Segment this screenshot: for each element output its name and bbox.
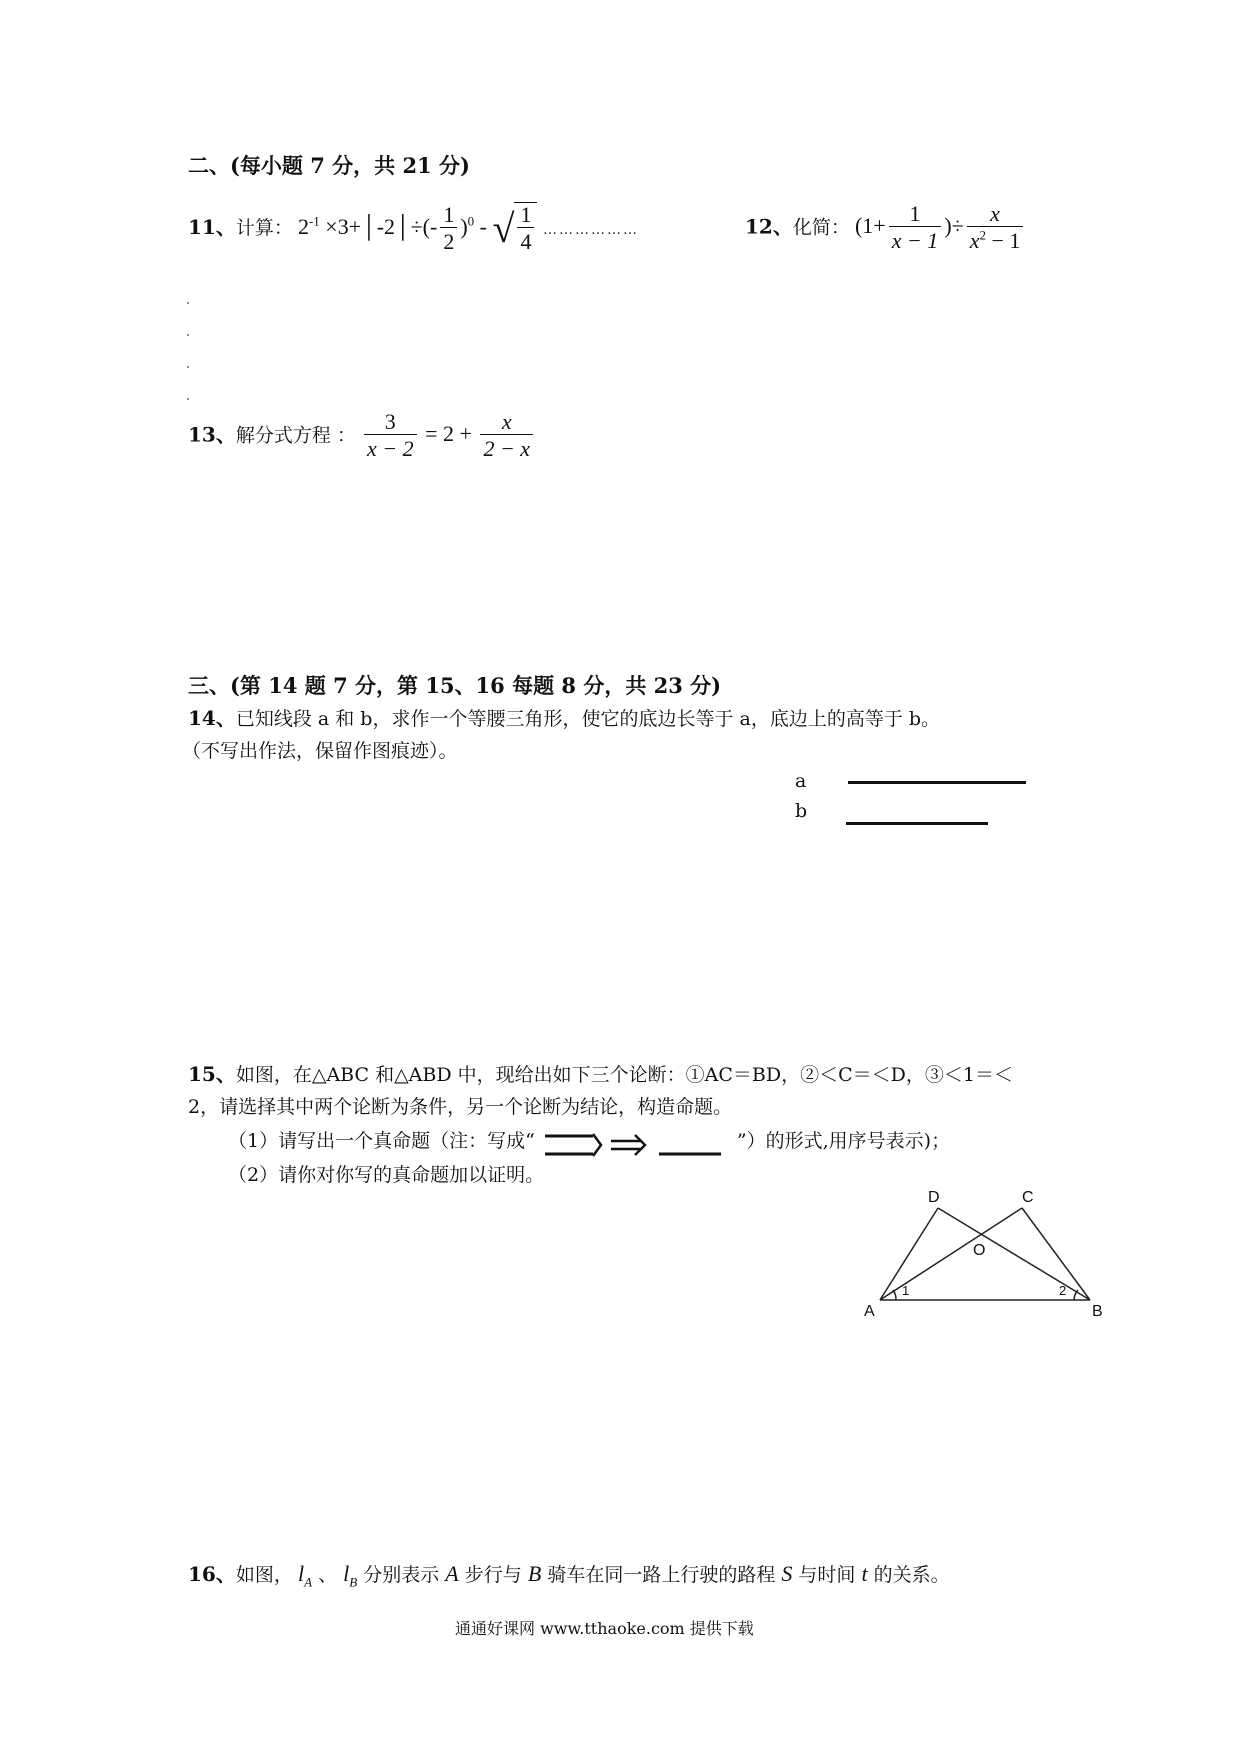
question-12 xyxy=(745,202,1026,255)
q13-equation: $\frac{3}{x - 2}$ = 2 + $\frac{x}{2 - x}$ xyxy=(361,421,536,446)
segment-a xyxy=(848,781,1026,784)
question-15 xyxy=(188,1058,1013,1087)
q15-text-1: 如图，在△ABC 和△ABD 中，现给出如下三个论断：①AC＝BD，②＜C＝＜D，③＜1＝＜ xyxy=(235,1064,1013,1086)
triangle-figure xyxy=(860,1180,1120,1330)
q15-part-2: （2）请你对你写的真命题加以证明。 xyxy=(228,1164,545,1186)
q11-label: 计算： xyxy=(235,216,293,239)
q13-label: 解分式方程 ： xyxy=(235,424,356,447)
condition-implies-conclusion-icon xyxy=(541,1126,731,1158)
q15-text-2: 2，请选择其中两个论断为条件，另一个论断为结论，构造命题。 xyxy=(188,1096,733,1118)
point-a-label: A xyxy=(864,1303,875,1320)
question-11 xyxy=(188,202,639,256)
margin-dot xyxy=(187,366,189,368)
point-o-label: O xyxy=(973,1242,986,1259)
q14-note: （不写出作法，保留作图痕迹）。 xyxy=(182,740,458,762)
q11-fraction: $\frac{1}{2}$ xyxy=(440,203,457,256)
q12-expression: (1+ $\frac{1}{x - 1}$ )÷ $\frac{x}{x^2 - 1}$ xyxy=(855,213,1026,238)
q15-number: 15、 xyxy=(188,1062,236,1086)
margin-dot xyxy=(187,334,189,336)
footer: 通通好课网 www.tthaoke.com 提供下载 xyxy=(455,1619,754,1638)
angle-1-label: 1 xyxy=(902,1283,910,1298)
q14-text: 已知线段 a 和 b，求作一个等腰三角形，使它的底边长等于 a，底边上的高等于 b。 xyxy=(235,708,941,730)
question-14 xyxy=(188,702,940,731)
q11-expression: $2^{-1}$ ×3+│-2│÷(- $\frac{1}{2}$ )$^0$ - √ $\frac{1}{4}$ xyxy=(298,214,543,239)
question-16: 16、如图， $l_A$ 、 $l_B$ 分别表示 A 步行与 B 骑车在同一路上行驶的路程 S 与时间 t 的关系。 xyxy=(188,1561,950,1590)
q16-number: 16、 xyxy=(188,1562,236,1586)
q11-dots: ……………… xyxy=(542,221,639,238)
q12-label: 化简： xyxy=(792,216,850,239)
q12-number: 12、 xyxy=(745,214,793,239)
section-2-heading: 二、(每小题 7 分，共 21 分) xyxy=(188,153,470,178)
question-13 xyxy=(188,410,536,463)
margin-dot xyxy=(187,302,189,304)
segment-b xyxy=(846,822,988,825)
point-b-label: B xyxy=(1092,1303,1103,1320)
q11-number: 11、 xyxy=(188,214,236,239)
q13-number: 13、 xyxy=(188,422,236,447)
point-c-label: C xyxy=(1022,1189,1034,1206)
q11-sqrt: √ $\frac{1}{4}$ xyxy=(493,202,538,256)
q14-number: 14、 xyxy=(188,706,236,730)
line-la: $l_A$ xyxy=(297,1561,313,1590)
margin-dot xyxy=(187,398,189,400)
point-d-label: D xyxy=(928,1189,940,1206)
line-lb: $l_B$ xyxy=(343,1561,358,1590)
segment-b-label: b xyxy=(795,800,808,822)
section-3-heading: 三、(第 14 题 7 分，第 15、16 每题 8 分，共 23 分) xyxy=(188,673,722,698)
q15-part-1: （1）请写出一个真命题（注：写成“ ”）的形式,用序号表示)； xyxy=(228,1126,950,1158)
angle-2-label: 2 xyxy=(1059,1283,1067,1298)
segment-a-label: a xyxy=(795,770,807,792)
